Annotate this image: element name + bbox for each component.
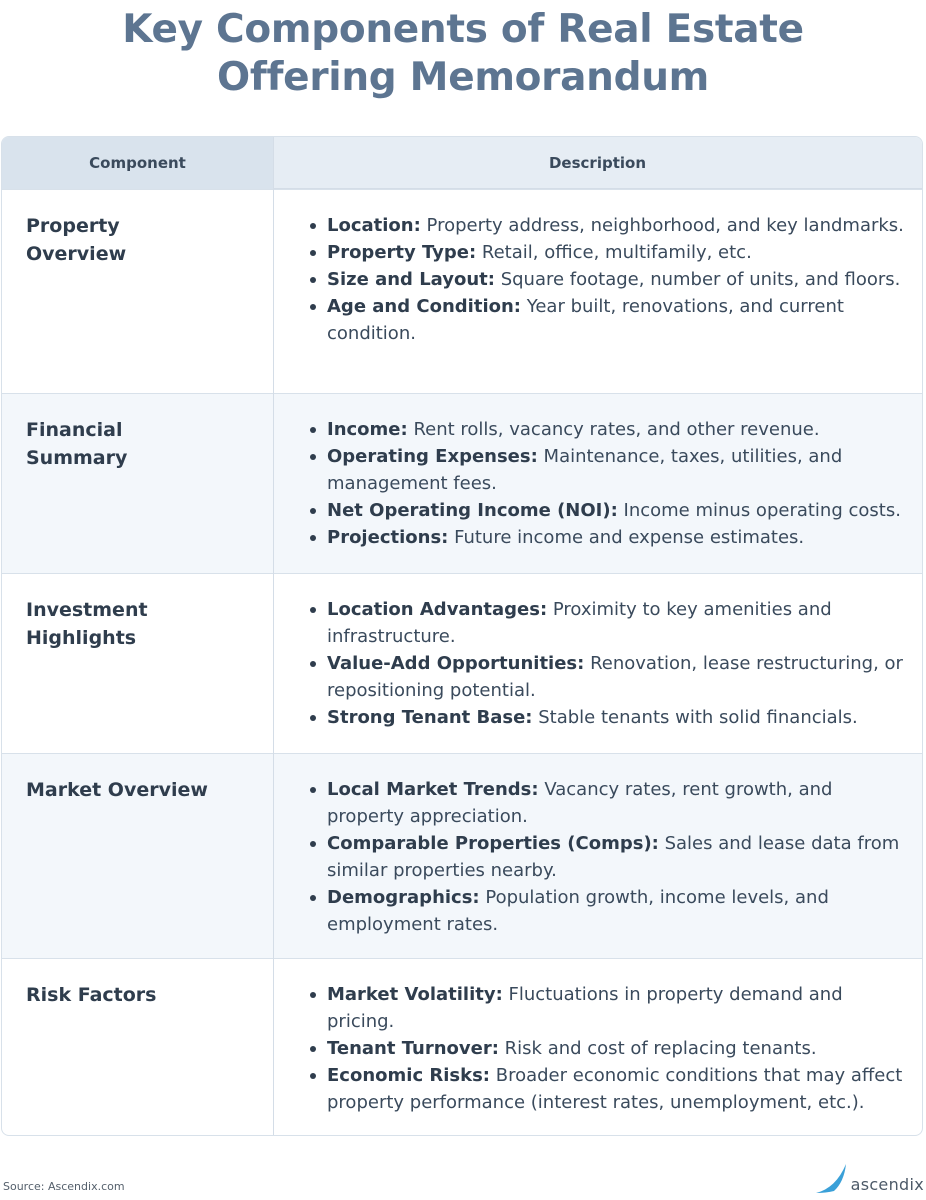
item-label: Projections:	[327, 527, 449, 548]
list-item	[307, 497, 907, 524]
component-name: Property Overview	[26, 215, 127, 265]
list-item	[307, 524, 907, 551]
bullet-icon	[310, 508, 316, 514]
bullet-icon	[310, 250, 316, 256]
bullet-icon	[310, 1046, 316, 1052]
bullet-icon	[310, 427, 316, 433]
list-item	[307, 266, 907, 293]
list-item	[307, 650, 907, 704]
table-row	[2, 753, 922, 958]
item-label: Value-Add Opportunities:	[327, 653, 585, 674]
item-text: Future income and expense estimates.	[448, 527, 805, 548]
component-name: Market Overview	[26, 779, 208, 801]
item-text: Property address, neighborhood, and key landmarks.	[420, 215, 904, 236]
table-row	[2, 189, 922, 393]
table-row	[2, 393, 922, 573]
item-label: Operating Expenses:	[327, 446, 538, 467]
ascendix-logo	[814, 1162, 924, 1196]
bullet-icon	[310, 1073, 316, 1079]
item-text: Risk and cost of replacing tenants.	[498, 1038, 817, 1059]
page-title-line-2: Offering Memorandum	[216, 55, 710, 100]
item-text: Population growth, income levels, and employment rates.	[327, 887, 829, 935]
bullet-icon	[310, 454, 316, 460]
description-list	[307, 596, 907, 731]
item-text: Proximity to key amenities and infrastructure.	[327, 599, 832, 647]
item-text: Stable tenants with solid financials.	[532, 707, 858, 728]
source-note: Source: Ascendix.com	[3, 1180, 125, 1193]
item-label: Comparable Properties (Comps):	[327, 833, 659, 854]
logo-text: ascendix	[850, 1175, 924, 1194]
list-item	[307, 212, 907, 239]
component-name: Financial Summary	[26, 419, 128, 469]
item-text: Rent rolls, vacancy rates, and other revenue.	[407, 419, 820, 440]
list-item	[307, 1062, 907, 1116]
item-label: Income:	[327, 419, 408, 440]
bullet-icon	[310, 661, 316, 667]
item-label: Location Advantages:	[327, 599, 548, 620]
description-list	[307, 776, 907, 938]
bullet-icon	[310, 223, 316, 229]
item-text: Broader economic conditions that may affect property performance (interest rates, unemployment, etc.).	[327, 1065, 903, 1113]
list-item	[307, 884, 907, 938]
bullet-icon	[310, 715, 316, 721]
list-item	[307, 443, 907, 497]
bullet-icon	[310, 787, 316, 793]
component-name: Investment Highlights	[26, 599, 148, 649]
item-text: Square footage, number of units, and floors.	[494, 269, 901, 290]
item-label: Property Type:	[327, 242, 477, 263]
item-label: Tenant Turnover:	[327, 1038, 499, 1059]
description-list	[307, 981, 907, 1116]
bullet-icon	[310, 607, 316, 613]
bullet-icon	[310, 535, 316, 541]
list-item	[307, 776, 907, 830]
list-item	[307, 239, 907, 266]
description-list	[307, 416, 907, 551]
item-text: Fluctuations in property demand and pricing.	[327, 984, 843, 1032]
item-label: Economic Risks:	[327, 1065, 491, 1086]
bullet-icon	[310, 304, 316, 310]
item-label: Age and Condition:	[327, 296, 522, 317]
item-text: Vacancy rates, rent growth, and property appreciation.	[327, 779, 833, 827]
list-item	[307, 1035, 907, 1062]
table-row	[2, 958, 922, 1136]
list-item	[307, 830, 907, 884]
list-item	[307, 293, 907, 347]
item-text: Renovation, lease restructuring, or repositioning potential.	[327, 653, 903, 701]
item-text: Year built, renovations, and current condition.	[327, 296, 844, 344]
list-item	[307, 596, 907, 650]
item-text: Sales and lease data from similar properties nearby.	[327, 833, 900, 881]
item-label: Size and Layout:	[327, 269, 495, 290]
table-header	[2, 137, 922, 189]
bullet-icon	[310, 992, 316, 998]
item-text: Retail, office, multifamily, etc.	[476, 242, 752, 263]
list-item	[307, 704, 907, 731]
page-title-line-1: Key Components of Real Estate	[122, 7, 804, 52]
components-table	[1, 136, 923, 1136]
component-name: Risk Factors	[26, 984, 157, 1006]
item-text: Maintenance, taxes, utilities, and management fees.	[327, 446, 843, 494]
bullet-icon	[310, 277, 316, 283]
page-title	[0, 6, 926, 102]
list-item	[307, 981, 907, 1035]
header-description: Description	[548, 154, 647, 172]
list-item	[307, 416, 907, 443]
item-text: Income minus operating costs.	[617, 500, 901, 521]
bullet-icon	[310, 841, 316, 847]
column-divider	[273, 137, 274, 1135]
description-list	[307, 212, 907, 347]
item-label: Strong Tenant Base:	[327, 707, 533, 728]
item-label: Local Market Trends:	[327, 779, 539, 800]
item-label: Demographics:	[327, 887, 480, 908]
header-component: Component	[2, 137, 273, 189]
item-label: Location:	[327, 215, 421, 236]
item-label: Net Operating Income (NOI):	[327, 500, 618, 521]
bullet-icon	[310, 895, 316, 901]
table-row	[2, 573, 922, 753]
item-label: Market Volatility:	[327, 984, 503, 1005]
